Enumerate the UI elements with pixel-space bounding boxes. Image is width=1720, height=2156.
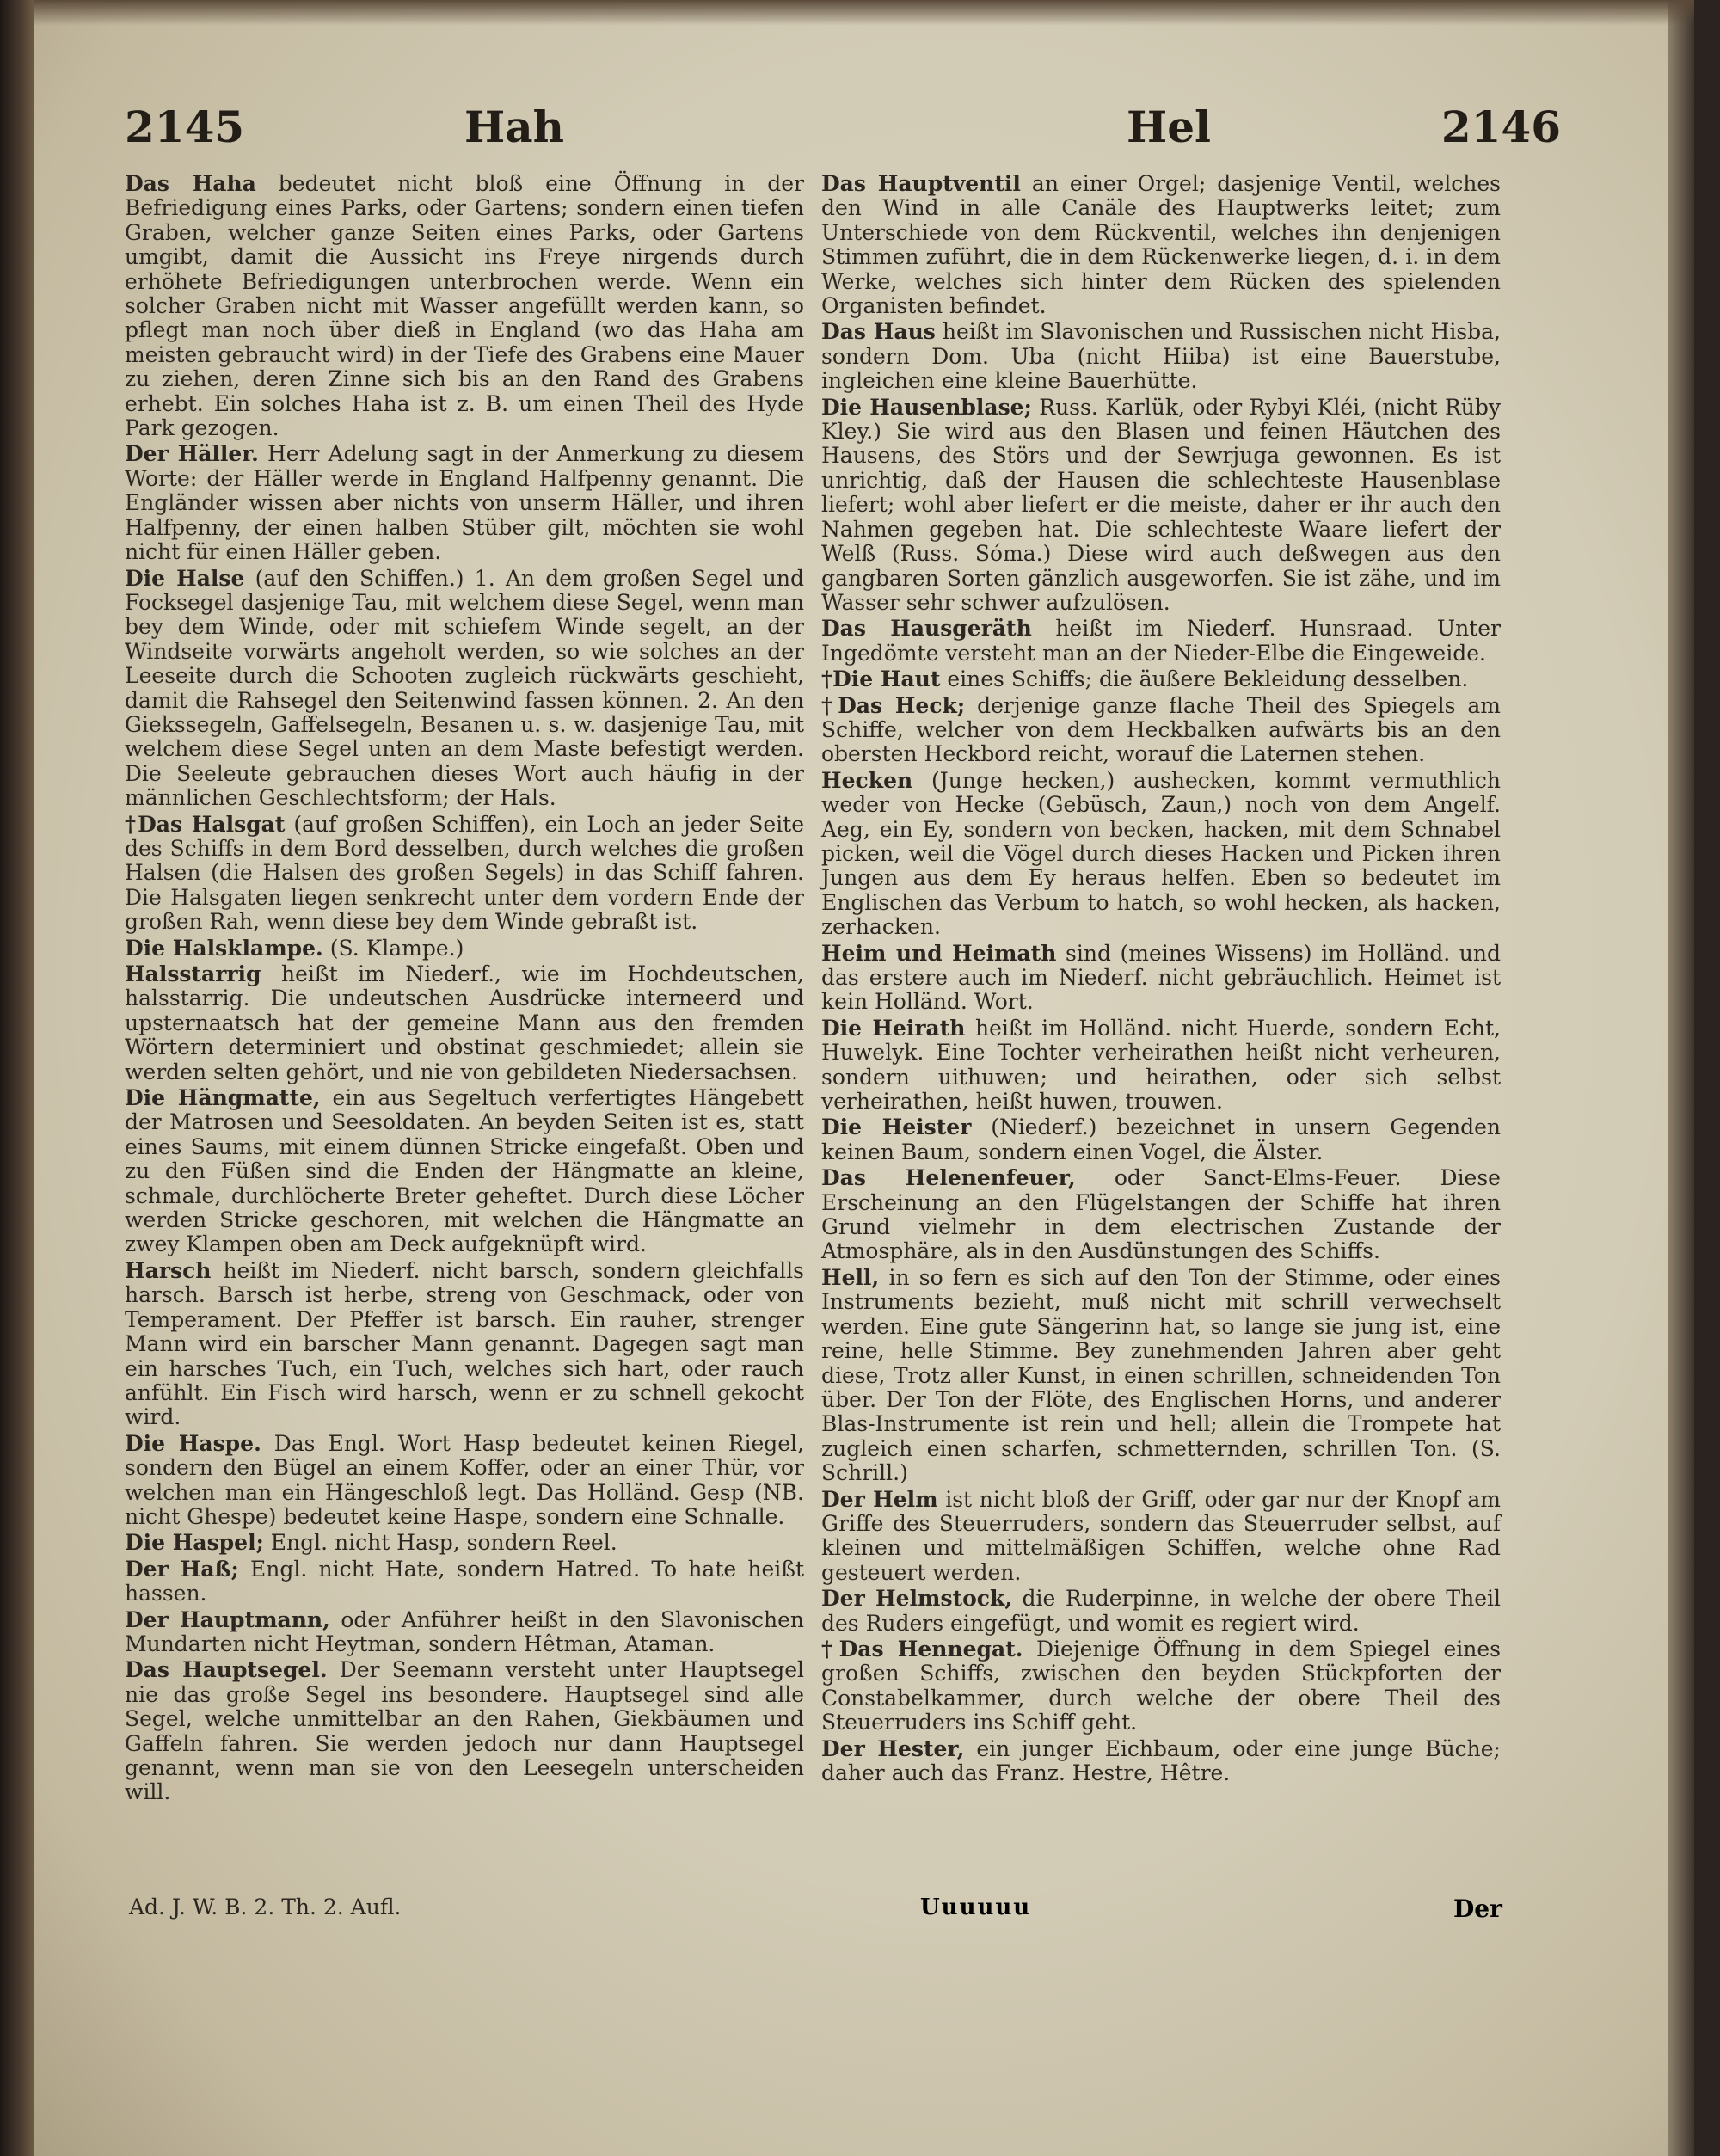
header-word-right: Hel — [1127, 101, 1212, 152]
entry-text: sind (meines Wissens) im Holländ. und das erstere auch im Niederf. nicht gebräuchlich. Heimet ist kein Holländ. Wort. — [821, 940, 1501, 1015]
entry-headword: Die Halse — [125, 565, 245, 591]
dictionary-entry — [125, 937, 804, 961]
entry-text: heißt im Niederf. Hunsraad. Unter Ingedömte versteht man an der Nieder-Elbe die Eingeweide. — [821, 616, 1501, 666]
entry-headword: Die Haspe. — [125, 1430, 261, 1456]
dictionary-entry — [821, 320, 1501, 393]
entry-text: heißt im Slavonischen und Russischen nicht Hisba, sondern Dom. Uba (nicht Hiiba) ist eine Bauerstube, ingleichen eine kleine Bauerhütte. — [821, 319, 1502, 394]
dictionary-entry — [821, 1737, 1501, 1786]
header-word-left: Hah — [464, 101, 564, 152]
page-right-edge — [1668, 0, 1694, 2156]
entry-text: ein junger Eichbaum, oder eine junge Büche; daher auch das Franz. Hestre, Hêtre. — [821, 1735, 1501, 1785]
entry-text: Russ. Karlük, oder Rybyi Kléi, (nicht Rüby Kley.) Sie wird aus den Blasen und feinen Häutchen des Hausens, des Störs und der Sewrjuga gewonnen. Es ist unrichtig, daß der Hausen die schlechteste Hausenblase liefert; wohl aber liefert er die meiste, daher er ihr auch den Nahmen gegeben hat. Die schlechteste Waare liefert der Welß (Russ. Sóma.) Diese wird auch deßwegen aus den gangbaren Sorten gänzlich ausgeworfen. Sie ist zähe, und im Wasser sehr schwer aufzulösen. — [821, 394, 1501, 615]
dictionary-entry — [125, 1658, 804, 1804]
entry-text: heißt im Niederf. nicht barsch, sondern gleichfalls harsch. Barsch ist herbe, streng von Geschmack, oder von Temperament. Der Pfeffer ist barsch. Ein rauher, strenger Mann wird ein barscher Mann genannt. Dagegen sagt man ein harsches Tuch, ein Tuch, welches sich hart, oder rauch anfühlt. Ein Fisch wird harsch, wenn er zu schnell gekocht wird. — [125, 1257, 804, 1430]
dictionary-entry — [125, 813, 804, 935]
dictionary-entry — [821, 1587, 1501, 1636]
entry-text: in so fern es sich auf den Ton der Stimme, oder eines Instruments bezieht, muß nicht mit schrill verwechselt werden. Eine gute Sängerinn hat, so lange sie jung ist, eine reine, helle Stimme. Bey zunehmenden Jahren aber geht diese, Trotz aller Kunst, in einen schrillen, schneidenden Ton über. Der Ton der Flöte, des Englischen Horns, und anderer Blas-Instrumente ist rein und hell; allein die Trompete hat zugleich einen scharfen, schmetternden, schrillen Ton. (S. Schrill.) — [821, 1264, 1501, 1486]
dictionary-entry — [821, 1266, 1501, 1486]
entry-headword: Die Halsklampe. — [125, 935, 323, 961]
entry-text: (Niederf.) bezeichnet in unsern Gegenden keinen Baum, sondern einen Vogel, die Älster. — [821, 1115, 1501, 1164]
dictionary-entry — [821, 1637, 1501, 1735]
dictionary-entry — [125, 1432, 804, 1530]
entry-headword: Die Hausenblase; — [821, 394, 1032, 420]
entry-text: oder Sanct-Elms-Feuer. Diese Erscheinung an den Flügelstangen der Schiffe hat ihren Grund vielmehr in dem electrischen Zustande der Atmosphäre, als in den Ausdünstungen des Schiffs. — [821, 1165, 1501, 1264]
entry-headword: Hell, — [821, 1264, 880, 1290]
dictionary-entry — [821, 667, 1501, 691]
entry-headword: †Die Haut — [821, 666, 941, 692]
entry-headword: Die Heirath — [821, 1015, 966, 1041]
entry-headword: Der Helmstock, — [821, 1586, 1013, 1612]
entry-headword: †Das Halsgat — [125, 811, 286, 837]
entry-headword: Das Hauptsegel. — [125, 1657, 328, 1683]
page-top-shadow — [34, 0, 1694, 26]
entry-headword: Heim und Heimath — [821, 940, 1057, 966]
entry-headword: †Das Hennegat. — [821, 1636, 1023, 1662]
entry-headword: Die Heister — [821, 1115, 972, 1140]
entry-text: (auf den Schiffen.) 1. An dem großen Segel und Focksegel dasjenige Tau, mit welchem diese Segel, wenn man bey dem Winde, oder mit schiefem Winde segelt, an der Windseite vorwärts angeholt werden, so wie solches an der Leeseite durch die Schooten zugleich rückwärts geschieht, damit die Rahsegel den Seitenwind fassen können. 2. An den Giekssegeln, Gaffelsegeln, Besanen u. s. w. dasjenige Tau, mit welchem diese Segel unten an dem Maste befestigt werden. Die Seeleute gebrauchen dieses Wort auch häufig in der männlichen Geschlechtsform; der Hals. — [125, 565, 804, 811]
entry-headword: †Das Heck; — [821, 692, 966, 718]
entry-headword: Der Haß; — [125, 1556, 239, 1582]
signature-mark: Uuuuuu — [920, 1895, 1032, 1920]
entry-text: derjenige ganze flache Theil des Spiegels am Schiffe, welcher von dem Heckbalken aufwärts bis an den obersten Heckbord reicht, worauf die Laternen stehen. — [821, 692, 1502, 767]
running-header — [125, 101, 1561, 162]
entry-text: Das Engl. Wort Hasp bedeutet keinen Riegel, sondern den Bügel an einem Koffer, oder an einer Thür, vor welchen man ein Hängeschloß legt. Das Holländ. Gesp (NB. nicht Ghespe) bedeutet keine Haspe, sondern eine Schnalle. — [125, 1430, 804, 1529]
entry-text: ist nicht bloß der Griff, oder gar nur der Knopf am Griffe des Steuerruders, sondern das Steuerruder selbst, auf kleinen und mittelmäßigen Schiffen, welche ohne Rad gesteuert werden. — [821, 1486, 1502, 1585]
entry-text: bedeutet nicht bloß eine Öffnung in der Befriedigung eines Parks, oder Gartens; sondern einen tiefen Graben, welcher ganze Seiten eines Parks, oder Gartens umgibt, damit die Aussicht ins Freye nirgends durch erhöhete Befriedigungen unterbrochen werde. Wenn ein solcher Graben nicht mit Wasser angefüllt werden kann, so pflegt man noch über dieß in England (wo das Haha am meisten gebraucht wird) in der Tiefe des Grabens eine Mauer zu ziehen, deren Zinne sich bis an den Rand des Grabens erhebt. Ein solches Haha ist z. B. um einen Theil des Hyde Park gezogen. — [125, 171, 805, 441]
dictionary-entry — [125, 962, 804, 1084]
dictionary-entry — [125, 172, 804, 440]
entry-text: an einer Orgel; dasjenige Ventil, welches den Wind in alle Canäle des Hauptwerks leitet; zum Unterschiede von dem Rückventil, welches ihn denjenigen Stimmen zuführt, die in dem Rückenwerke liegen, d. i. in dem Werke, welches sich hinter dem Rücken des spielenden Organisten befindet. — [821, 171, 1501, 319]
entry-text: heißt im Holländ. nicht Huerde, sondern Echt, Huwelyk. Eine Tochter verheirathen heißt nicht verheuren, sondern uithuwen; und heirathen, oder sich selbst verheirathen, heißt huwen, trouwen. — [821, 1015, 1501, 1115]
dictionary-entry — [821, 769, 1501, 940]
dictionary-entry — [125, 567, 804, 811]
dictionary-entry — [125, 1531, 804, 1555]
dictionary-entry — [821, 1115, 1501, 1164]
binding-edge — [0, 0, 34, 2156]
entry-headword: Die Hängmatte, — [125, 1085, 321, 1111]
entry-text: Engl. nicht Hasp, sondern Reel. — [270, 1530, 617, 1556]
dictionary-entry — [125, 1608, 804, 1657]
page-number-left: 2145 — [125, 101, 245, 152]
entry-headword: Das Hausgeräth — [821, 616, 1032, 642]
dictionary-entry — [821, 1166, 1501, 1264]
dictionary-entry — [125, 1259, 804, 1430]
dictionary-entry — [125, 442, 804, 564]
dictionary-entry — [821, 1488, 1501, 1586]
left-column — [125, 172, 804, 1807]
entry-text: heißt im Niederf., wie im Hochdeutschen, halsstarrig. Die undeutschen Ausdrücke interneerd und upsternaatsch hat der gemeine Mann aus den fremden Wörtern determiniert und obstinat geschmiedet; allein sie werden selten gehört, und nie von gebildeten Niedersachsen. — [125, 961, 804, 1084]
entry-headword: Die Haspel; — [125, 1530, 264, 1556]
signature-note: Ad. J. W. B. 2. Th. 2. Aufl. — [129, 1895, 402, 1920]
entry-headword: Das Helenenfeuer, — [821, 1165, 1076, 1191]
dictionary-entry — [821, 617, 1501, 666]
right-column — [821, 172, 1501, 1787]
entry-headword: Halsstarrig — [125, 961, 261, 986]
dictionary-entry — [821, 172, 1501, 318]
entry-text: oder Anführer heißt in den Slavonischen Mundarten nicht Heytman, sondern Hêtman, Ataman. — [125, 1606, 804, 1656]
entry-headword: Das Haus — [821, 319, 936, 345]
entry-headword: Das Hauptventil — [821, 171, 1021, 196]
entry-text: (Junge hecken,) aushecken, kommt vermuthlich weder von Hecke (Gebüsch, Zaun,) noch von dem Angelf. Aeg, ein Ey, sondern von becken, hacken, mit dem Schnabel picken, weil die Vögel durch dieses Hacken und Picken ihren Jungen aus dem Ey heraus helfen. Eben so bedeutet im Englischen das Verbum to hatch, so wohl hecken, als hacken, zerhacken. — [821, 767, 1501, 940]
page-number-right: 2146 — [1440, 101, 1561, 152]
dictionary-entry — [821, 694, 1501, 767]
dictionary-entry — [821, 942, 1501, 1015]
entry-headword: Der Häller. — [125, 441, 259, 467]
entry-headword: Der Helm — [821, 1486, 938, 1512]
entry-text: Der Seemann versteht unter Hauptsegel nie das große Segel ins besondere. Hauptsegel sind alle Segel, welche unmittelbar an den Rahen, Giekbäumen und Gaffeln fahren. Sie werden jedoch nur dann Hauptsegel genannt, wenn man sie von den Leesegeln unterscheiden will. — [125, 1657, 804, 1805]
entry-text: ein aus Segeltuch verfertigtes Hängebett der Matrosen und Seesoldaten. An beyden Seiten ist es, statt eines Saums, mit einem dünnen Stricke eingefaßt. Oben und zu den Füßen sind die Enden der Hängmatte an kleine, schmale, durchlöcherte Breter geheftet. Durch diese Löcher werden Stricke geschoren, mit welchen die Hängmatte an zwey Klampen oben am Deck aufgeknüpft wird. — [125, 1085, 805, 1257]
entry-text: Herr Adelung sagt in der Anmerkung zu diesem Worte: der Häller werde in England Halfpenny genannt. Die Engländer wissen aber nichts von unserm Häller, und ihren Halfpenny, der einen halben Stüber gilt, möchten sie wohl nicht für einen Häller geben. — [125, 441, 804, 565]
entry-headword: Das Haha — [125, 171, 256, 196]
entry-text: eines Schiffs; die äußere Bekleidung desselben. — [947, 666, 1469, 692]
entry-headword: Harsch — [125, 1257, 212, 1283]
dictionary-entry — [821, 396, 1501, 616]
catchword: Der — [1453, 1895, 1502, 1923]
entry-text: die Ruderpinne, in welche der obere Theil des Ruders eingefügt, und womit es regiert wird. — [821, 1586, 1501, 1636]
entry-headword: Der Hauptmann, — [125, 1606, 330, 1632]
dictionary-entry — [125, 1557, 804, 1606]
entry-text: Engl. nicht Hate, sondern Hatred. To hate heißt hassen. — [125, 1556, 804, 1606]
entry-headword: Hecken — [821, 767, 913, 793]
entry-text: (auf großen Schiffen), ein Loch an jeder Seite des Schiffs in dem Bord desselben, durch welches die großen Halsen (die Halsen des großen Segels) in das Schiff fahren. Die Halsgaten liegen senkrecht unter dem vordern Ende der großen Rah, wenn diese bey dem Winde gebraßt ist. — [125, 811, 804, 935]
entry-text: Diejenige Öffnung in dem Spiegel eines großen Schiffs, zwischen den beyden Stückpforten der Constabelkammer, durch welche der obere Theil des Steuerruders ins Schiff geht. — [821, 1636, 1502, 1735]
entry-text: (S. Klampe.) — [329, 935, 464, 961]
dictionary-entry — [821, 1017, 1501, 1115]
entry-headword: Der Hester, — [821, 1735, 965, 1761]
dictionary-entry — [125, 1086, 804, 1257]
